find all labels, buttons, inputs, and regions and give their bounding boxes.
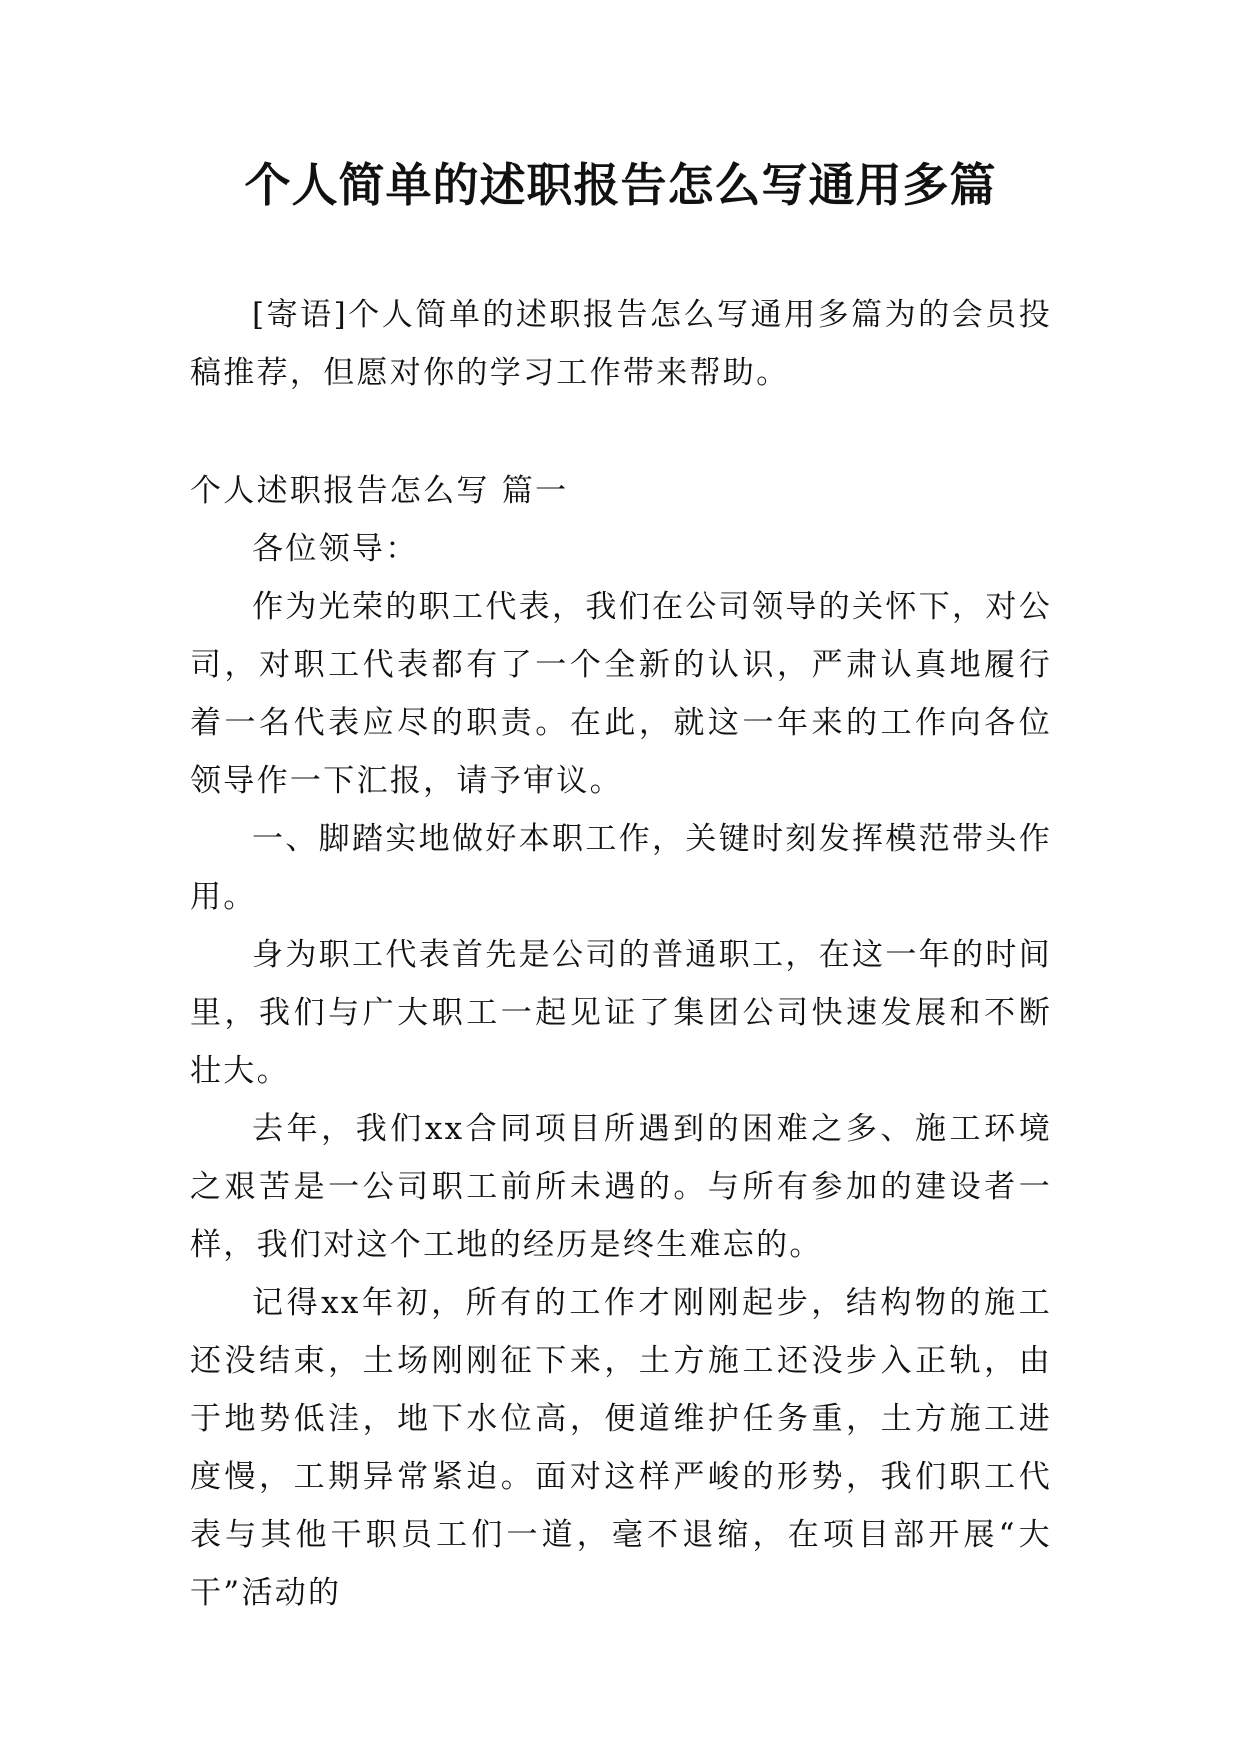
section-heading: 个人述职报告怎么写 篇一 (190, 473, 569, 509)
salutation: 各位领导： (252, 531, 419, 567)
document-body (190, 286, 1052, 1622)
body-paragraph: 记得xx年初，所有的工作才刚刚起步，结构物的施工还没结束，土场刚刚征下来，土方施工还没步入正轨，由于地势低洼，地下水位高，便道维护任务重，土方施工进度慢，工期异常紧迫。面对这样严峻的形势，我们职工代表与其他干职员工们一道，毫不退缩，在项目部开展“大干”活动的 (190, 1285, 1052, 1611)
document-title: 个人简单的述职报告怎么写通用多篇 (244, 158, 997, 212)
body-paragraph: 一、脚踏实地做好本职工作，关键时刻发挥模范带头作用。 (190, 821, 1052, 915)
body-paragraph: 身为职工代表首先是公司的普通职工，在这一年的时间里，我们与广大职工一起见证了集团公司快速发展和不断壮大。 (190, 937, 1052, 1089)
body-paragraph: 作为光荣的职工代表，我们在公司领导的关怀下，对公司，对职工代表都有了一个全新的认识，严肃认真地履行着一名代表应尽的职责。在此，就这一年来的工作向各位领导作一下汇报，请予审议。 (190, 589, 1052, 799)
intro-paragraph: [寄语]个人简单的述职报告怎么写通用多篇为的会员投稿推荐，但愿对你的学习工作带来帮助。 (190, 297, 1052, 391)
body-paragraph: 去年，我们xx合同项目所遇到的困难之多、施工环境之艰苦是一公司职工前所未遇的。与所有参加的建设者一样，我们对这个工地的经历是终生难忘的。 (190, 1111, 1052, 1263)
